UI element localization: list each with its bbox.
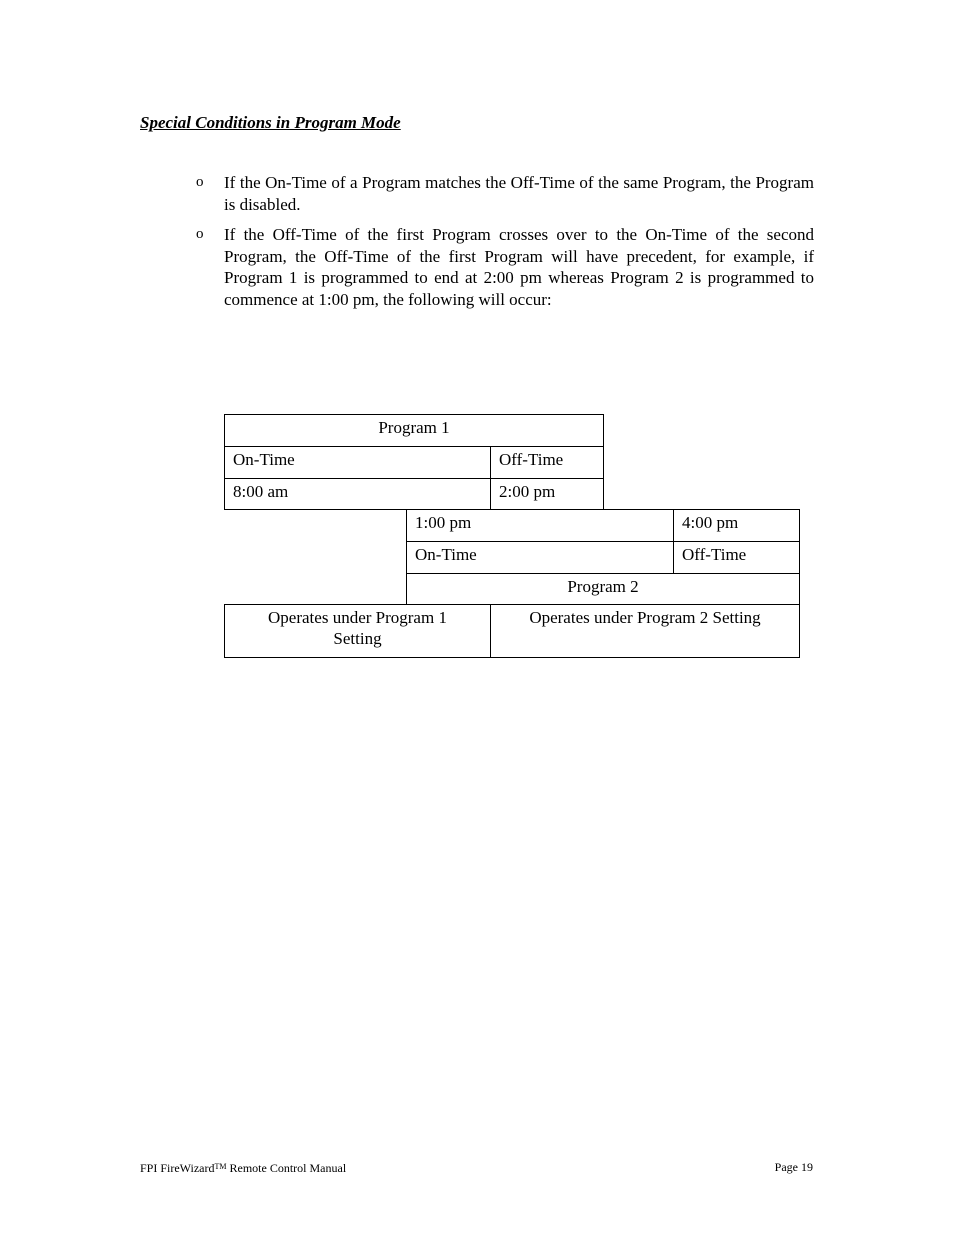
program1-off-label: Off-Time <box>490 446 604 479</box>
bullet-text: If the Off-Time of the first Program crosses over to the On-Time of the second Program, the Off-Time of the first Program will have precedent, for example, if Program 1 is programmed to end at 2:00 pm whereas Program 2 is programmed to commence at 1:00 pm, the following will occur: <box>224 225 814 309</box>
program1-on-label: On-Time <box>224 446 491 479</box>
program2-on-value: 1:00 pm <box>406 509 674 542</box>
program2-off-value: 4:00 pm <box>673 509 800 542</box>
bullet-item <box>196 172 814 215</box>
bullet-marker: o <box>196 174 204 190</box>
bullet-marker: o <box>196 226 204 242</box>
program1-on-value: 8:00 am <box>224 478 491 510</box>
bullet-text: If the On-Time of a Program matches the Off-Time of the same Program, the Program is disabled. <box>224 173 814 214</box>
program2-on-label: On-Time <box>406 541 674 574</box>
page-number: Page 19 <box>774 1160 813 1174</box>
program2-title: Program 2 <box>406 573 800 605</box>
bullet-list <box>196 172 814 310</box>
trademark-symbol: TM <box>214 1162 227 1171</box>
result-program1: Operates under Program 1 Setting <box>224 604 491 658</box>
program2-off-label: Off-Time <box>673 541 800 574</box>
bullet-item <box>196 224 814 310</box>
program1-title: Program 1 <box>224 414 604 447</box>
footer-manual-title: FPI FireWizard™ Remote Control Manual <box>140 1161 347 1175</box>
result-program2: Operates under Program 2 Setting <box>490 604 800 658</box>
section-heading: Special Conditions in Program Mode <box>140 113 401 132</box>
program1-off-value: 2:00 pm <box>490 478 604 510</box>
